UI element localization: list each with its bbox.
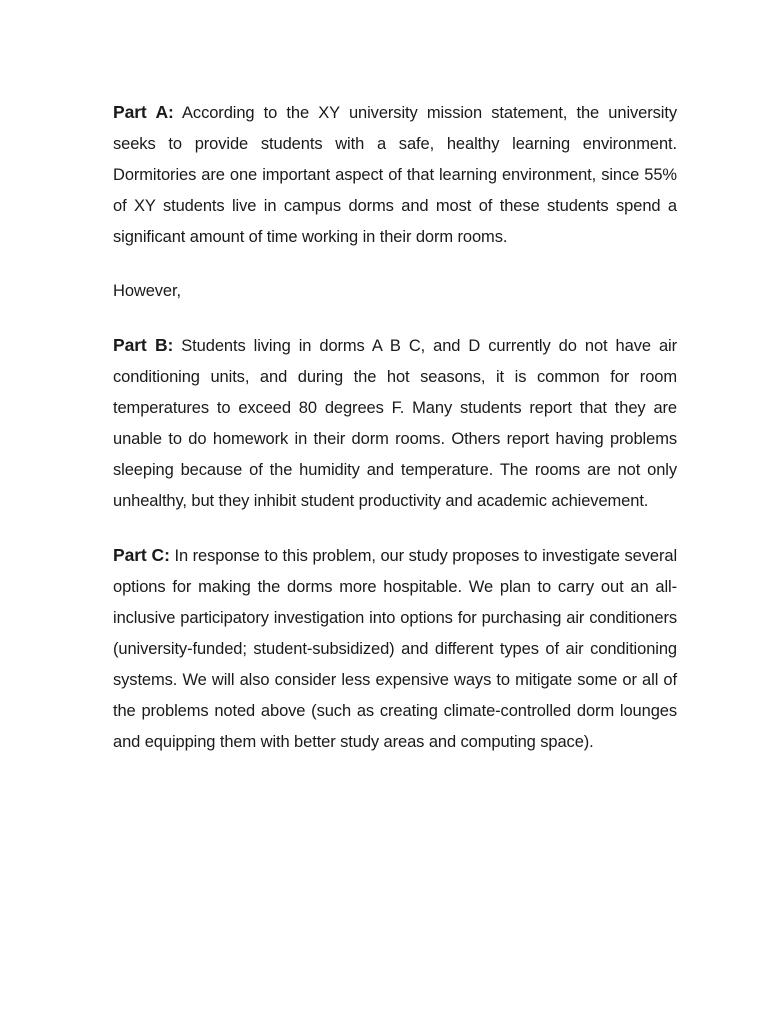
transition-text: However,	[113, 282, 181, 300]
part-c-text: In response to this problem, our study proposes to investigate several options for making the dorms more hospitable. We plan to carry out an all-inclusive participatory investigation into options for purchasing air conditioners (university-funded; student-subsidized) and different types of air conditioning systems. We will also consider less expensive ways to mitigate some or all of the problems noted above (such as creating climate-controlled dorm lounges and equipping them with better study areas and computing space).	[113, 547, 678, 751]
document-body	[113, 97, 677, 781]
paragraph-part-c	[113, 540, 677, 758]
paragraph-part-b	[113, 330, 677, 517]
part-c-label: Part C:	[113, 545, 170, 565]
paragraph-transition	[113, 276, 677, 307]
part-b-label: Part B:	[113, 335, 174, 355]
paragraph-part-a	[113, 97, 677, 253]
part-a-text: According to the XY university mission statement, the university seeks to provide students with a safe, healthy learning environment. Dormitories are one important aspect of that learning environment, since 55% of XY students live in campus dorms and most of these students spend a significant amount of time working in their dorm rooms.	[113, 104, 677, 246]
part-b-text: Students living in dorms A B C, and D currently do not have air conditioning units, and during the hot seasons, it is common for room temperatures to exceed 80 degrees F. Many students report that they are unable to do homework in their dorm rooms. Others report having problems sleeping because of the humidity and temperature. The rooms are not only unhealthy, but they inhibit student productivity and academic achievement.	[113, 337, 678, 510]
part-a-label: Part A:	[113, 102, 174, 122]
